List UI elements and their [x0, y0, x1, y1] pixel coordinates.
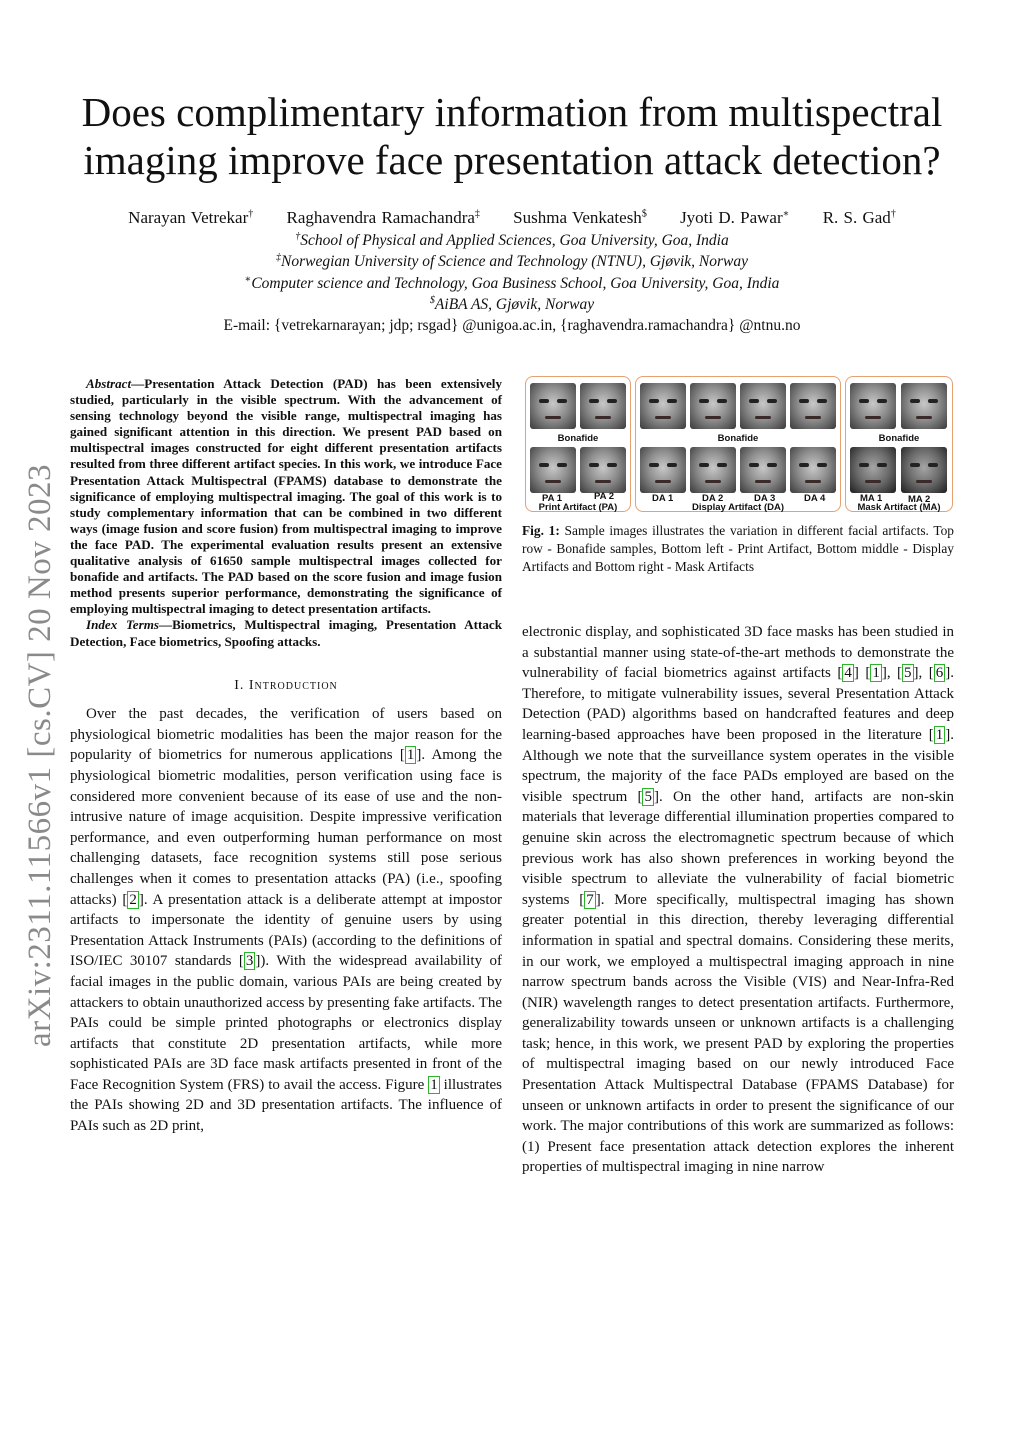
author: R. S. Gad†: [822, 208, 896, 227]
bonafide-face-image: [901, 383, 947, 429]
abstract: Abstract—Presentation Attack Detection (PAD) has been extensively studied, particularly in the visible spectrum. With the advancement of sensing technology beyond the visible range, multispectral imaging has gained significant attention in this direction. We present PAD based on multispectral images constructed for eight different presentation artifacts resulted from three different artifact species. In this work, we introduce Face Presentation Attack Multispectral (FPAMS) database to demonstrate the significance of employing multispectral imaging. The goal of this work is to study complementary information that can be combined in two different ways (image fusion and score fusion) from multispectral imaging to improve the face PAD. The experimental evaluation results present an extensive qualitative analysis of 61650 sample multispectral images collected for bonafide and artifacts. The PAD based on the score fusion and image fusion method presents superior performance, demonstrating the significance of employing multispectral imaging to detect presentation artifacts.: [70, 376, 502, 617]
author: Raghavendra Ramachandra‡: [286, 208, 480, 227]
citation-link[interactable]: 1: [406, 747, 415, 764]
figure-caption: Fig. 1: Sample images illustrates the variation in different facial artifacts. Top row - Bonafide samples, Bottom left - Print Artifact, Bottom middle - Display Artifacts and Bottom right - Mask Artifacts: [522, 523, 954, 574]
paper-title: Does complimentary information from multispectral imaging improve face presentation attack detection?: [81, 89, 943, 183]
bonafide-face-image: [690, 383, 736, 429]
citation-link[interactable]: 7: [586, 891, 594, 908]
citation-link[interactable]: 2: [129, 891, 137, 908]
bonafide-label: Bonafide: [878, 433, 920, 444]
citation-link[interactable]: 3: [245, 953, 254, 970]
bonafide-face-image: [850, 383, 896, 429]
pa-title: Print Artifact (PA): [538, 502, 618, 513]
da-label: DA 1: [652, 493, 674, 504]
intro-paragraph: Over the past decades, the verification of users based on physiological biometric modalities has been the major reason for the popularity of biometrics for numerous applications [ 1 ]. Among the physiological biometric modalities, person verification using face is considered more convenient because of its ease of use and the non-intrusive nature of image acquisition. Despite impressive verification performance, and even outperforming human performance on most challenging datasets, face recognition systems still pose serious challenges when it comes to presentation attacks (PA) (i.e., spoofing attacks) [ 2 ]. A presentation attack is a deliberate attempt at impostor artifacts to impersonate the identity of genuine users by using Presentation Attack Instruments (PAIs) (according to the definitions of ISO/IEC 30107 standards [ 3 ]). With the widespread availability of facial images in the public domain, various PAIs are being created by attackers to obtain unauthorized access by presenting fake artifacts. The PAIs could be simple printed photographs or electronics display artifacts that constitute 2D presentation artifacts, while more sophisticated PAIs are 3D face mask artifacts presented in front of the Face Recognition System (FRS) to avail the access. Figure 1 illustrates the PAIs showing 2D and 3D presentation artifacts. The influence of PAIs such as 2D print,: [70, 706, 502, 1135]
citation-link[interactable]: 4: [844, 665, 852, 682]
print-artifact-panel: [525, 376, 631, 512]
da-label: DA 4: [804, 493, 826, 504]
display-artifact-image: [790, 447, 836, 493]
right-column: [522, 622, 954, 1178]
affiliation: $AiBA AS, Gjøvik, Norway: [429, 295, 595, 314]
bonafide-face-image: [790, 383, 836, 429]
da-label: DA 2: [702, 493, 724, 504]
bonafide-label: Bonafide: [717, 433, 759, 444]
print-artifact-image: [580, 447, 626, 493]
citation-link[interactable]: 5: [904, 665, 912, 682]
figure-1: [525, 374, 955, 514]
da-label: DA 3: [754, 493, 776, 504]
pa-label: PA 1: [542, 493, 563, 504]
author: Sushma Venkatesh$: [513, 208, 647, 227]
arxiv-stamp: [20, 445, 60, 1065]
bonafide-face-image: [580, 383, 626, 429]
arxiv-stamp-text: arXiv:2311.11566v1 [cs.CV] 20 Nov 2023: [21, 463, 58, 1047]
mask-artifact-image: [850, 447, 896, 493]
author-list: [60, 208, 964, 228]
bonafide-face-image: [740, 383, 786, 429]
mask-artifact-image: [901, 447, 947, 493]
intro-paragraph-continued: electronic display, and sophisticated 3D face masks has been studied in a substantial manner using state-of-the-art methods to demonstrate the vulnerability of facial biometrics against artifacts [ 4 ] [ 1 ], [ 5 ], [ 6 ]. Therefore, to mitigate vulnerability issues, several Presentation Attack Detection (PAD) algorithms based on handcrafted features and deep learning-based approaches have been proposed in the literature [ 1 ]. Although we note that the surveillance system operates in the visible spectrum, the majority of the face PADs employed are based on the visible spectrum [ 5 ]. On the other hand, artifacts are non-skin materials that leverage differential illumination properties compared to genuine skin across the electromagnetic spectrum because of which previous work has also shown preferences in working beyond the visible spectrum to alleviate the vulnerability of facial biometric systems [ 7 ]. More specifically, multispectral imaging has shown greater potential in this direction, thereby leveraging differential information in spatial and spectral domains. Considering these merits, in our work, we employed a multispectral imaging approach in nine narrow spectrum bands across the Visible (VIS) and Near-Infra-Red (NIR) wavelength ranges to detect presentation artifacts. Furthermore, generalizability towards unseen or unknown artifacts is a challenging task; hence, in this work, we present PAD by exploring the properties of multispectral imaging based on our newly introduced Face Presentation Attack Multispectral Database (FPAMS Database) for unseen or unknown artifacts in order to present the significance of our work. The major contributions of this work are summarized as follows: (1) Present face presentation attack detection explores the inherent properties of multispectral imaging in nine narrow: [522, 624, 955, 1176]
ma-label: MA 1: [860, 493, 883, 504]
bonafide-face-image: [530, 383, 576, 429]
mask-artifact-panel: [845, 376, 953, 512]
index-terms: Index Terms—Biometrics, Multispectral imaging, Presentation Attack Detection, Face biometrics, Spoofing attacks.: [70, 617, 502, 649]
author: Narayan Vetrekar†: [128, 208, 254, 227]
display-artifact-image: [690, 447, 736, 493]
display-artifact-image: [640, 447, 686, 493]
figure-link[interactable]: 1: [430, 1076, 438, 1093]
bonafide-face-image: [640, 383, 686, 429]
affiliation: ∗Computer science and Technology, Goa Business School, Goa University, Goa, India: [244, 274, 780, 293]
citation-link[interactable]: 1: [935, 726, 944, 743]
affiliation: ‡Norwegian University of Science and Technology (NTNU), Gjøvik, Norway: [276, 252, 748, 271]
citation-link[interactable]: 6: [935, 665, 944, 682]
bonafide-label: Bonafide: [557, 433, 599, 444]
email-line: E-mail: {vetrekarnarayan; jdp; rsgad} @unigoa.ac.in, {raghavendra.ramachandra} @ntnu.no: [223, 317, 801, 334]
print-artifact-image: [530, 447, 576, 493]
display-artifact-panel: [635, 376, 841, 512]
ma-title: Mask Artifact (MA): [857, 502, 941, 513]
citation-link[interactable]: 1: [872, 665, 880, 682]
citation-link[interactable]: 5: [644, 788, 652, 805]
ma-label: MA 2: [908, 494, 931, 505]
da-title: Display Artifact (DA): [691, 502, 785, 513]
display-artifact-image: [740, 447, 786, 493]
affiliation: †School of Physical and Applied Sciences, Goa University, Goa, India: [295, 231, 729, 250]
pa-label: PA 2: [594, 491, 615, 502]
author: Jyoti D. Pawar∗: [680, 208, 790, 227]
section-heading: I. Introduction: [234, 677, 338, 693]
left-column: [70, 376, 502, 1137]
